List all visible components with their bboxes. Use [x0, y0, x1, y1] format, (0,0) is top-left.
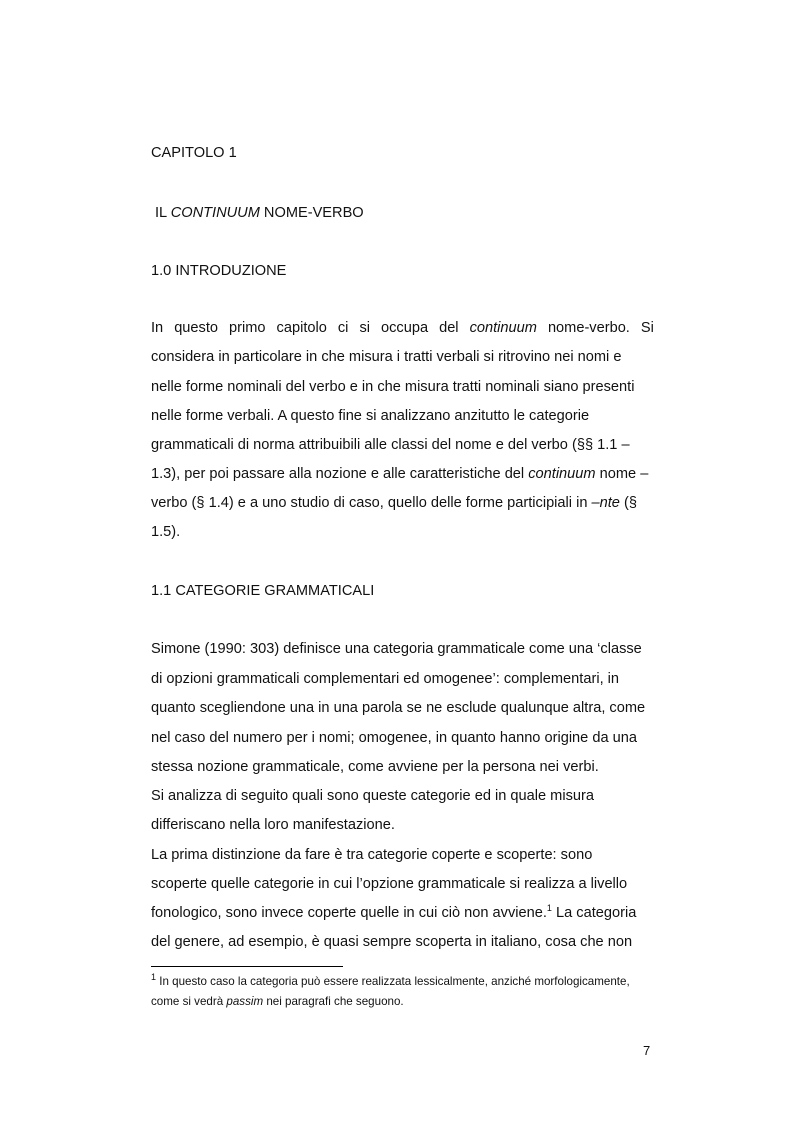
- body-line-9: scoperte quelle categorie in cui l’opzione grammaticale si realizza a livello: [151, 876, 628, 892]
- text: fonologico, sono invece coperte quelle in cui ciò non avviene.: [151, 905, 547, 921]
- word: Si: [640, 320, 654, 336]
- section-heading-intro: 1.0 INTRODUZIONE: [151, 263, 287, 279]
- chapter-label: CAPITOLO 1: [151, 145, 237, 161]
- chapter-title: [155, 206, 364, 221]
- word: primo: [229, 320, 266, 336]
- footnote-separator: [151, 966, 343, 967]
- body-line-2: di opzioni grammaticali complementari ed omogenee’: complementari, in: [151, 671, 620, 687]
- body-line-1: Simone (1990: 303) definisce una categoria grammaticale come una ‘classe: [151, 641, 642, 657]
- body-line-8: La prima distinzione da fare è tra categorie coperte e scoperte: sono: [151, 847, 593, 863]
- title-pre: IL: [155, 205, 171, 221]
- text-italic: passim: [226, 995, 264, 1008]
- word-italic: continuum: [469, 320, 537, 336]
- body-line-11: del genere, ad esempio, è quasi sempre scoperta in italiano, cosa che non: [151, 934, 633, 950]
- word: del: [439, 320, 459, 336]
- text: verbo (§ 1.4) e a uno studio di caso, quello delle forme participiali in: [151, 495, 592, 511]
- body-line-5: stessa nozione grammaticale, come avviene per la persona nei verbi.: [151, 759, 599, 775]
- footnote-number: 1: [151, 972, 157, 983]
- word: ci: [337, 320, 349, 336]
- title-post: NOME-VERBO: [259, 205, 364, 221]
- intro-line-4: nelle forme verbali. A questo fine si analizzano anzitutto le categorie: [151, 408, 590, 424]
- body-line-6: Si analizza di seguito quali sono queste categorie ed in quale misura: [151, 788, 594, 804]
- footnote-text: In questo caso la categoria può essere realizzata lessicalmente, anziché morfologicamente,: [156, 975, 630, 988]
- page-number: 7: [643, 1043, 651, 1058]
- footnote-marker: 1: [546, 903, 552, 914]
- footnote-line-2: [151, 996, 404, 1008]
- word: capitolo: [276, 320, 327, 336]
- text: La categoria: [551, 905, 637, 921]
- footnote-line-1: [151, 972, 630, 988]
- word: occupa: [381, 320, 429, 336]
- intro-line-3: nelle forme nominali del verbo e in che misura tratti nominali siano presenti: [151, 379, 635, 395]
- intro-line-2: considera in particolare in che misura i tratti verbali si ritrovino nei nomi e: [151, 349, 622, 365]
- word: questo: [174, 320, 219, 336]
- intro-line-7: [151, 496, 637, 511]
- text: 1.3), per poi passare alla nozione e alle caratteristiche del: [151, 466, 529, 482]
- text: nome –: [595, 466, 649, 482]
- word: In: [151, 320, 164, 336]
- word: si: [359, 320, 370, 336]
- intro-line-6: [151, 467, 648, 482]
- text-italic: –nte: [591, 495, 620, 511]
- text: (§: [619, 495, 637, 511]
- intro-line-1: [151, 321, 654, 336]
- word: nome-verbo.: [547, 320, 630, 336]
- section-heading-1-1: 1.1 CATEGORIE GRAMMATICALI: [151, 583, 375, 599]
- text: come si vedrà: [151, 995, 227, 1008]
- body-line-7: differiscano nella loro manifestazione.: [151, 817, 395, 833]
- body-line-4: nel caso del numero per i nomi; omogenee, in quanto hanno origine da una: [151, 730, 637, 746]
- intro-line-5: grammaticali di norma attribuibili alle classi del nome e del verbo (§§ 1.1 –: [151, 437, 630, 453]
- text-italic: continuum: [528, 466, 596, 482]
- body-line-10: [151, 903, 637, 921]
- intro-line-8: 1.5).: [151, 524, 181, 540]
- text: nei paragrafi che seguono.: [263, 995, 404, 1008]
- title-italic: CONTINUUM: [170, 205, 260, 221]
- body-line-3: quanto scegliendone una in una parola se ne esclude qualunque altra, come: [151, 700, 646, 716]
